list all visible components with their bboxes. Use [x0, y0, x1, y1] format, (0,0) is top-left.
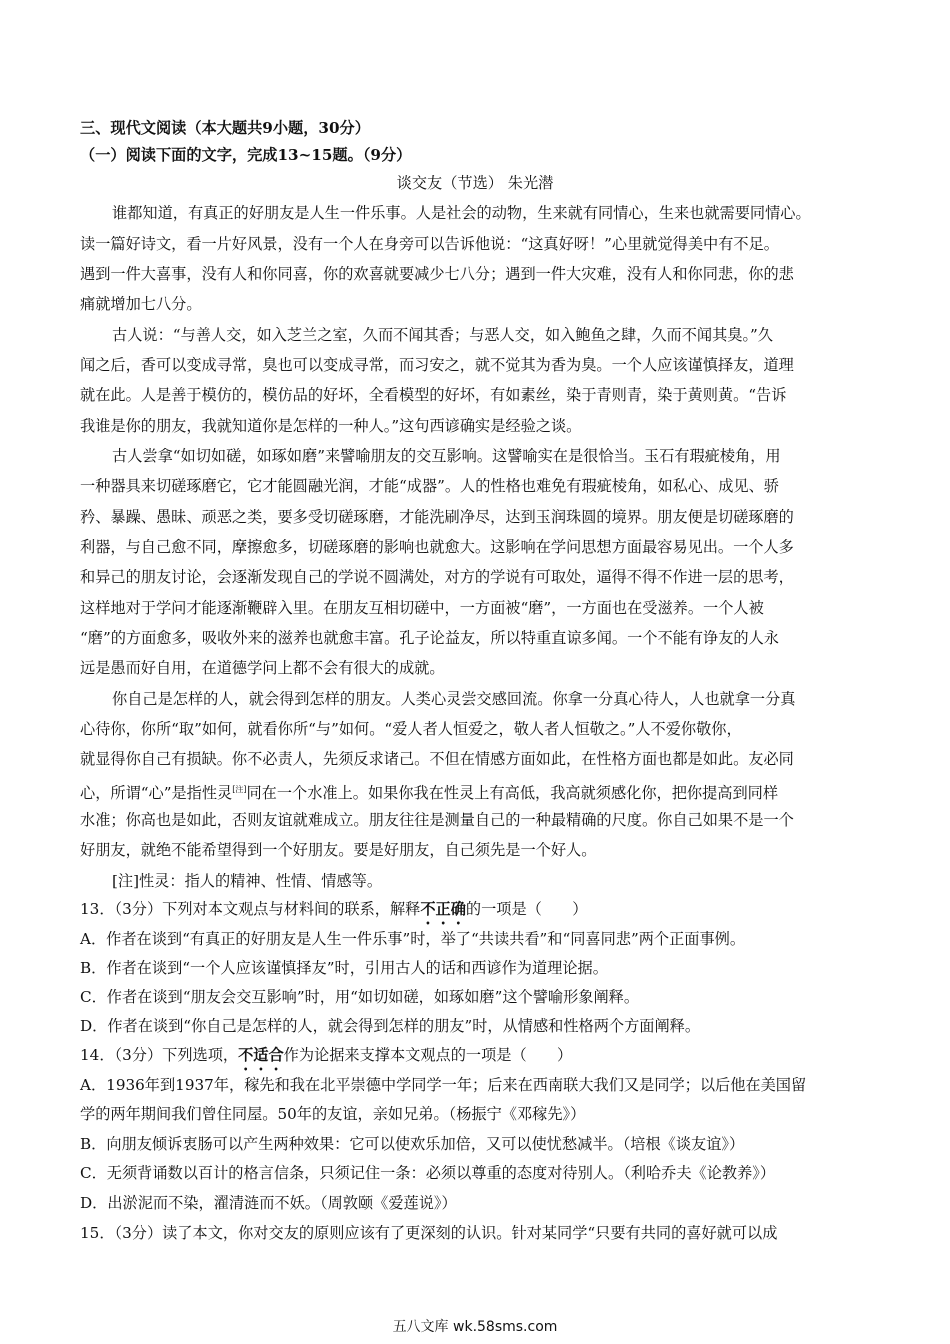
question-13-option-a: A．作者在谈到“有真正的好朋友是人生一件乐事”时，举了“共读共看”和“同喜同悲”两个正面事例。 — [80, 930, 746, 948]
article-line: 读一篇好诗文，看一片好风景，没有一个人在身旁可以告诉他说：“这真好呀！”心里就觉得美中有不足。 — [80, 235, 779, 253]
question-14-option-a: A．1936年到1937年，稼先和我在北平崇德中学同学一年；后来在西南联大我们又是同学；以后他在美国留 — [80, 1076, 807, 1094]
article-line: 好朋友，就绝不能希望得到一个好朋友。要是好朋友，自己须先是一个好人。 — [80, 841, 597, 859]
question-15-stem: 15．（3分）读了本文，你对交友的原则应该有了更深刻的认识。针对某同学“只要有共同的喜好就可以成 — [80, 1224, 778, 1242]
watermark-footer: 五八文库 wk.58sms.com — [392, 1319, 558, 1335]
article-line: 遇到一件大喜事，没有人和你同喜，你的欢喜就要减少七八分；遇到一件大灾难，没有人和你同悲，你的悲 — [80, 265, 794, 283]
article-line: 古人尝拿“如切如磋，如琢如磨”来譬喻朋友的交互影响。这譬喻实在是很恰当。玉石有瑕疵棱角，用 — [112, 447, 781, 465]
article-line-part: 同在一个水准上。如果你我在性灵上有高低，我高就须感化你，把你提高到同样 — [246, 784, 779, 802]
stem-part: 13．（3分）下列对本文观点与材料间的联系，解释 — [80, 900, 421, 918]
article-line: 谁都知道，有真正的好朋友是人生一件乐事。人是社会的动物，生来就有同情心，生来也就需要同情心。 — [112, 204, 811, 222]
question-13-option-c: C．作者在谈到“朋友会交互影响”时，用“如切如磋，如琢如磨”这个譬喻形象阐释。 — [80, 988, 640, 1006]
stem-part: 作为论据来支撑本文观点的一项是（ ） — [283, 1046, 573, 1064]
section-subtitle: （一）阅读下面的文字，完成13~15题。（9分） — [80, 146, 412, 164]
article-heading: 谈交友（节选） 朱光潜 — [396, 174, 554, 192]
article-line: 矜、暴躁、愚昧、顽恶之类，要多受切磋琢磨，才能洗刷净尽，达到玉润珠圆的境界。朋友便是切磋琢磨的 — [80, 508, 794, 526]
question-13-option-b: B．作者在谈到“一个人应该谨慎择友”时，引用古人的话和西谚作为道理论据。 — [80, 959, 608, 977]
article-line: 就显得你自己有损缺。你不必责人，先须反求诸己。不但在情感方面如此，在性格方面也都是如此。友必同 — [80, 750, 794, 768]
question-13-stem — [80, 899, 587, 928]
article-line: 痛就增加七八分。 — [80, 295, 202, 313]
emphasis-text: 不适合 — [238, 1046, 284, 1064]
emphasis-text: 不正确 — [420, 900, 466, 918]
question-14-option-d: D．出淤泥而不染，濯清涟而不妖。（周敦颐《爱莲说》） — [80, 1194, 457, 1212]
question-14-stem — [80, 1045, 572, 1074]
article-line: 就在此。人是善于模仿的，模仿品的好坏，全看模型的好坏，有如素丝，染于青则青，染于黄则黄。“告诉 — [80, 386, 787, 404]
question-13-option-d: D．作者在谈到“你自己是怎样的人，就会得到怎样的朋友”时，从情感和性格两个方面阐释。 — [80, 1017, 701, 1035]
article-line: 闻之后，香可以变成寻常，臭也可以变成寻常，而习安之，就不觉其为香为臭。一个人应该谨慎择友，道理 — [80, 356, 794, 374]
article-line: 和异己的朋友讨论，会逐渐发现自己的学说不圆满处，对方的学说有可取处，逼得不得不作进一层的思考， — [80, 568, 794, 586]
section-title: 三、现代文阅读（本大题共9小题，30分） — [80, 119, 370, 137]
article-line: 利器，与自己愈不同，摩擦愈多，切磋琢磨的影响也就愈大。这影响在学问思想方面最容易见出。一个人多 — [80, 538, 794, 556]
stem-part: 的一项是（ ） — [465, 900, 588, 918]
article-line: 你自己是怎样的人，就会得到怎样的朋友。人类心灵尝交感回流。你拿一分真心待人，人也就拿一分真 — [112, 690, 796, 708]
article-line-with-note — [80, 780, 778, 803]
stem-part: 14．（3分）下列选项， — [80, 1046, 239, 1064]
article-line: 远是愚而好自用，在道德学问上都不会有很大的成就。 — [80, 659, 445, 677]
footnote: [注]性灵：指人的精神、性情、情感等。 — [112, 872, 383, 890]
question-14-option-c: C．无须背诵数以百计的格言信条，只须记住一条：必须以尊重的态度对待别人。（利哈乔夫《论教养》） — [80, 1164, 776, 1182]
article-line: 我谁是你的朋友，我就知道你是怎样的一种人。”这句西谚确实是经验之谈。 — [80, 417, 582, 435]
article-line: 古人说：“与善人交，如入芝兰之室，久而不闻其香；与恶人交，如入鲍鱼之肆，久而不闻其臭。”久 — [112, 326, 773, 344]
article-line: 水准；你高也是如此，否则友谊就难成立。朋友往往是测量自己的一种最精确的尺度。你自己如果不是一个 — [80, 811, 794, 829]
article-line: 一种器具来切磋琢磨它，它才能圆融光润，才能“成器”。人的性格也难免有瑕疵棱角，如私心、成见、骄 — [80, 477, 779, 495]
question-14-option-b: B．向朋友倾诉衷肠可以产生两种效果：它可以使欢乐加倍，又可以使忧愁减半。（培根《谈友谊》） — [80, 1135, 745, 1153]
question-14-option-a-cont: 学的两年期间我们曾住同屋。50年的友谊，亲如兄弟。（杨振宁《邓稼先》） — [80, 1105, 586, 1123]
article-line: “磨”的方面愈多，吸收外来的滋养也就愈丰富。孔子论益友，所以特重直谅多闻。一个不能有诤友的人永 — [80, 629, 779, 647]
article-line: 这样地对于学问才能逐渐鞭辟入里。在朋友互相切磋中，一方面被“磨”，一方面也在受滋养。一个人被 — [80, 599, 764, 617]
article-line: 心待你，你所“取”如何，就看你所“与”如何。“爱人者人恒爱之，敬人者人恒敬之。”人不爱你敬你， — [80, 720, 742, 738]
article-line-part: 心，所谓“心”是指性灵 — [80, 784, 233, 802]
note-marker: [注] — [232, 785, 247, 794]
